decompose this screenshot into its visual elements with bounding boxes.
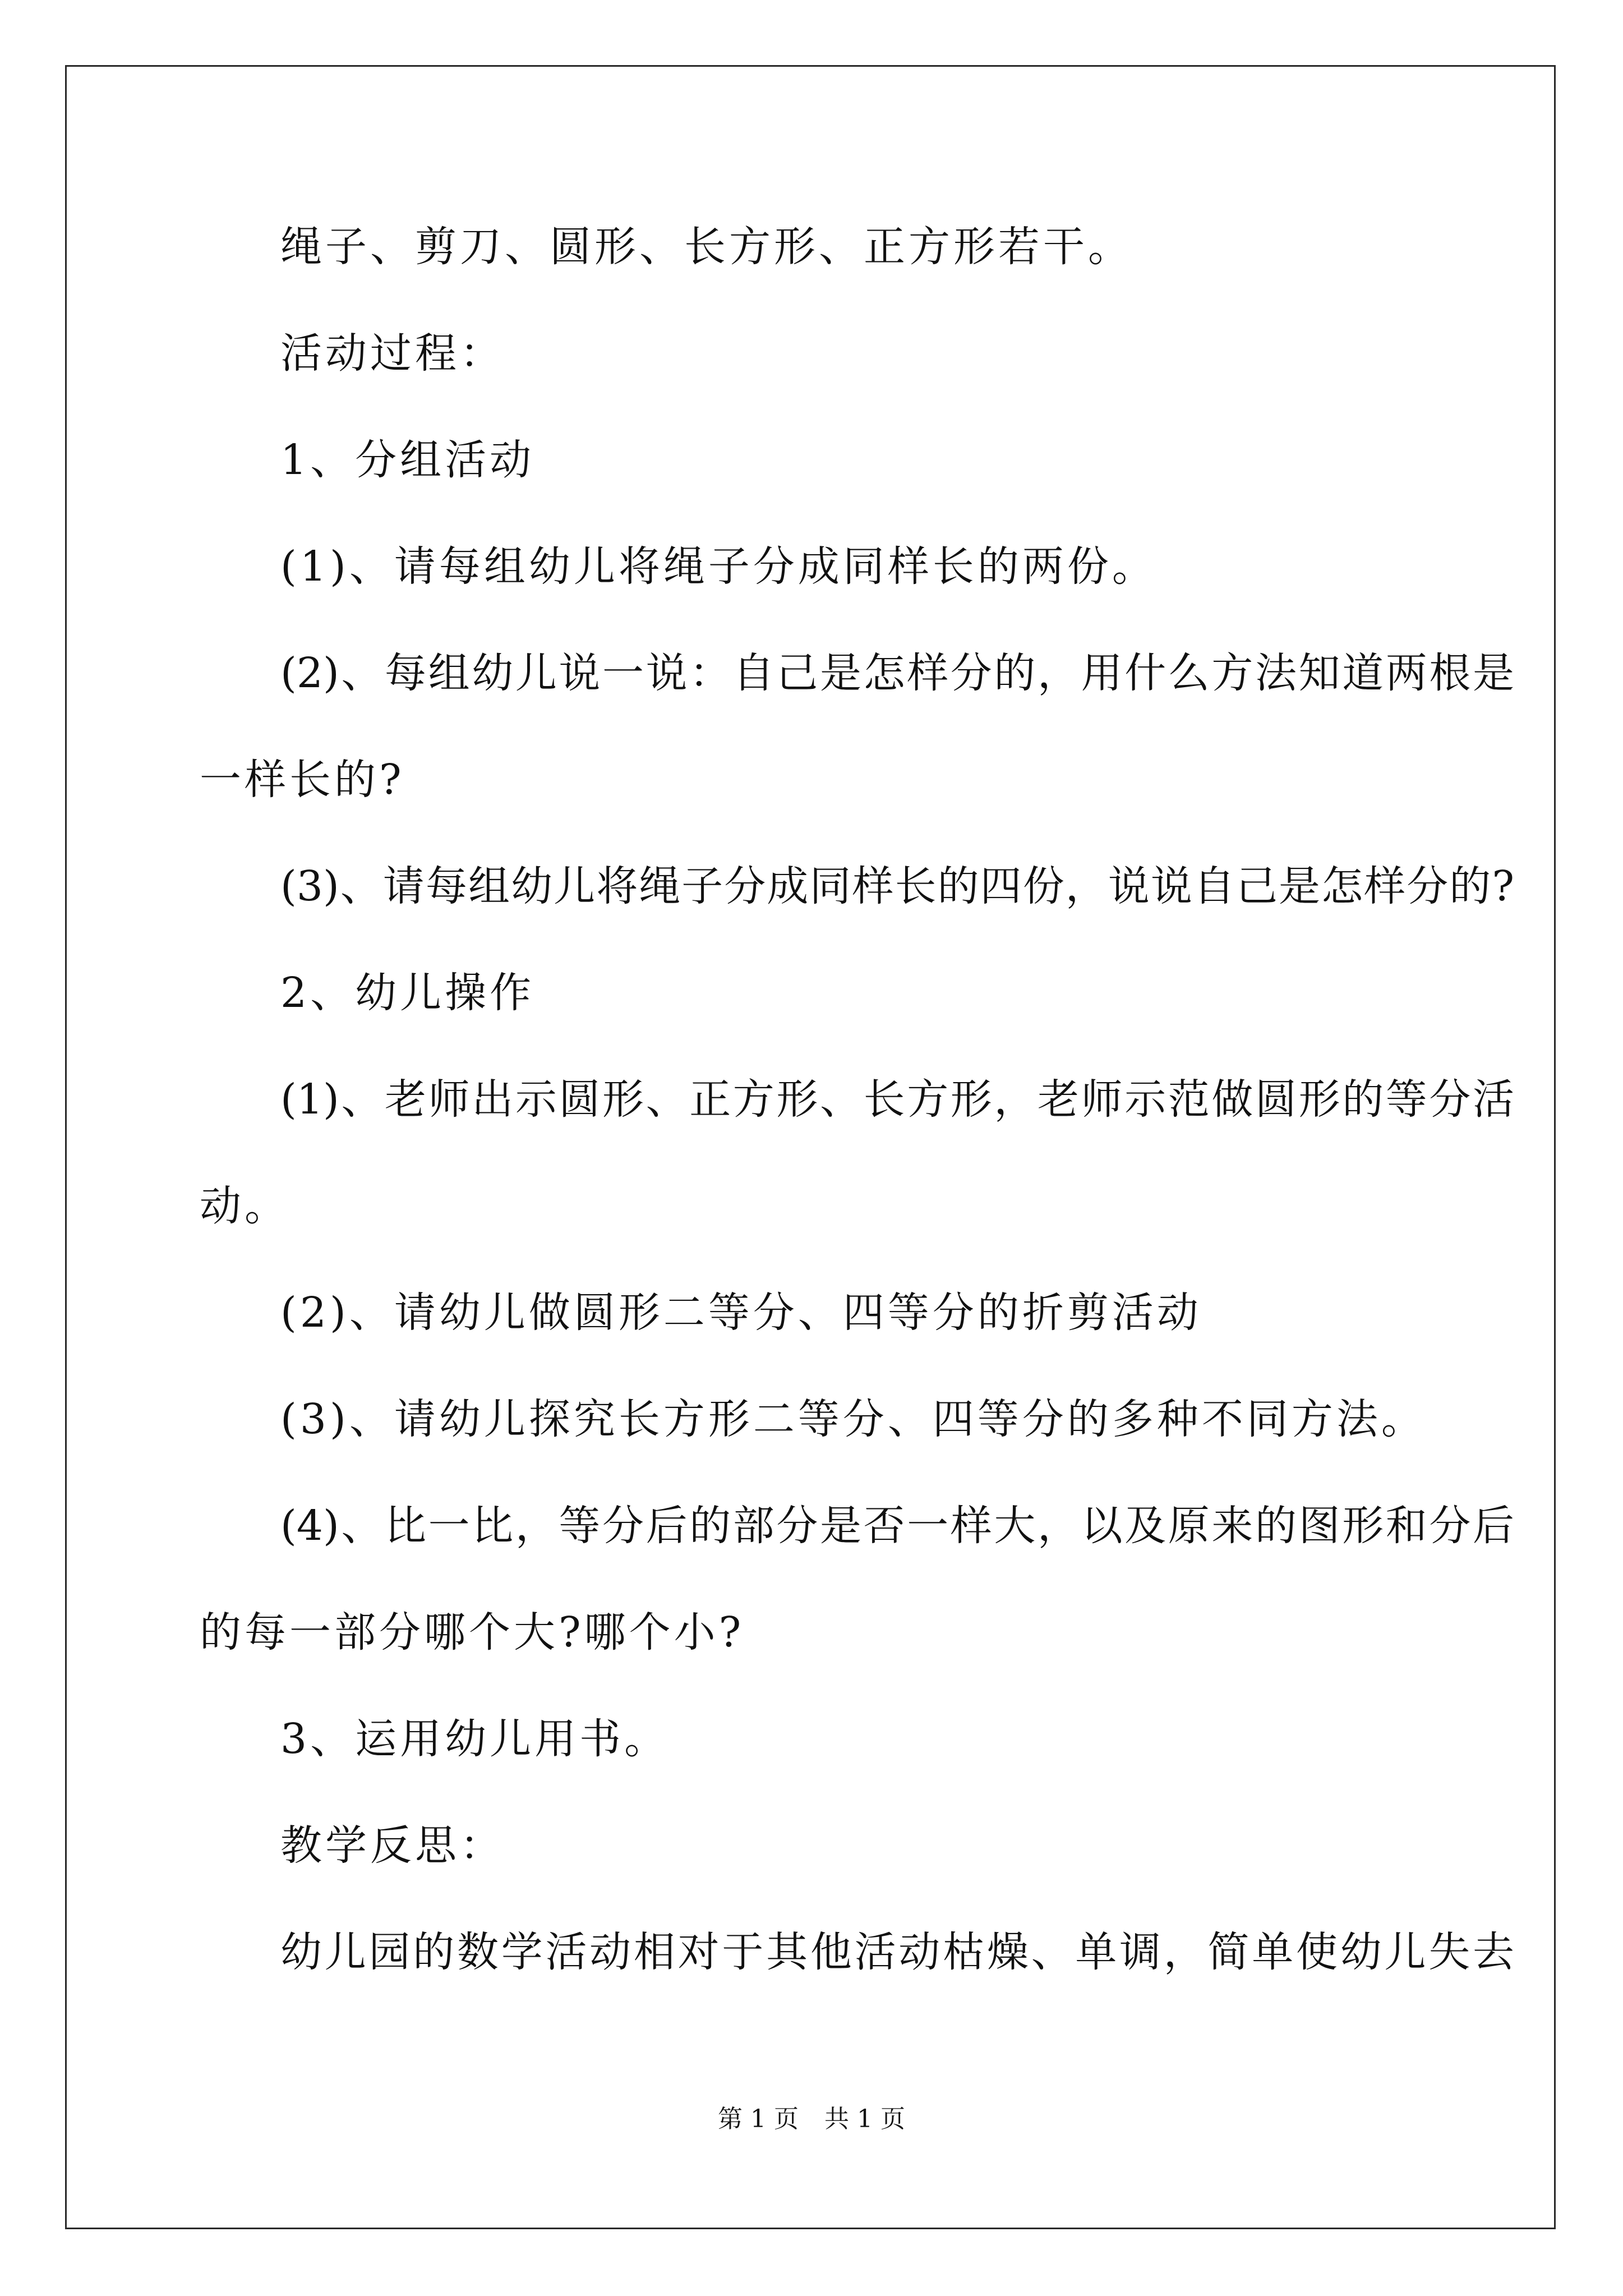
- heading-teaching-reflection: 教学反思：: [280, 1821, 505, 1870]
- page-frame: [65, 65, 1556, 2229]
- step-1-heading: 1、分组活动: [280, 436, 535, 484]
- step-2-item-4-line-1: (4)、比一比，等分后的部分是否一样大，以及原来的图形和分后: [280, 1502, 1514, 1550]
- paragraph-materials: 绳子、剪刀、圆形、长方形、正方形若干。: [280, 223, 1133, 271]
- step-1-item-3: (3)、请每组幼儿将绳子分成同样长的四份，说说自己是怎样分的?: [280, 862, 1514, 910]
- heading-activity-process: 活动过程：: [280, 329, 505, 378]
- step-1-item-2-line-2: 一样长的?: [200, 756, 405, 804]
- page-total: 共 1 页: [824, 2105, 905, 2133]
- step-1-item-1: (1)、请每组幼儿将绳子分成同样长的两份。: [280, 542, 1157, 591]
- step-2-item-4-line-2: 的每一部分哪个大?哪个小?: [200, 1608, 745, 1657]
- step-1-item-2-line-1: (2)、每组幼儿说一说：自己是怎样分的，用什么方法知道两根是: [280, 649, 1514, 697]
- step-2-item-2: (2)、请幼儿做圆形二等分、四等分的折剪活动: [280, 1289, 1202, 1337]
- page-footer: [0, 2102, 1623, 2136]
- step-2-item-1-line-1: (1)、老师出示圆形、正方形、长方形，老师示范做圆形的等分活: [280, 1075, 1514, 1124]
- reflection-paragraph: 幼儿园的数学活动相对于其他活动枯燥、单调，简单使幼儿失去: [280, 1928, 1514, 1976]
- step-2-item-1-line-2: 动。: [200, 1182, 289, 1230]
- step-2-heading: 2、幼儿操作: [280, 969, 535, 1017]
- step-3-heading: 3、运用幼儿用书。: [280, 1715, 670, 1763]
- page-number: 第 1 页: [718, 2105, 799, 2133]
- step-2-item-3: (3)、请幼儿探究长方形二等分、四等分的多种不同方法。: [280, 1395, 1426, 1443]
